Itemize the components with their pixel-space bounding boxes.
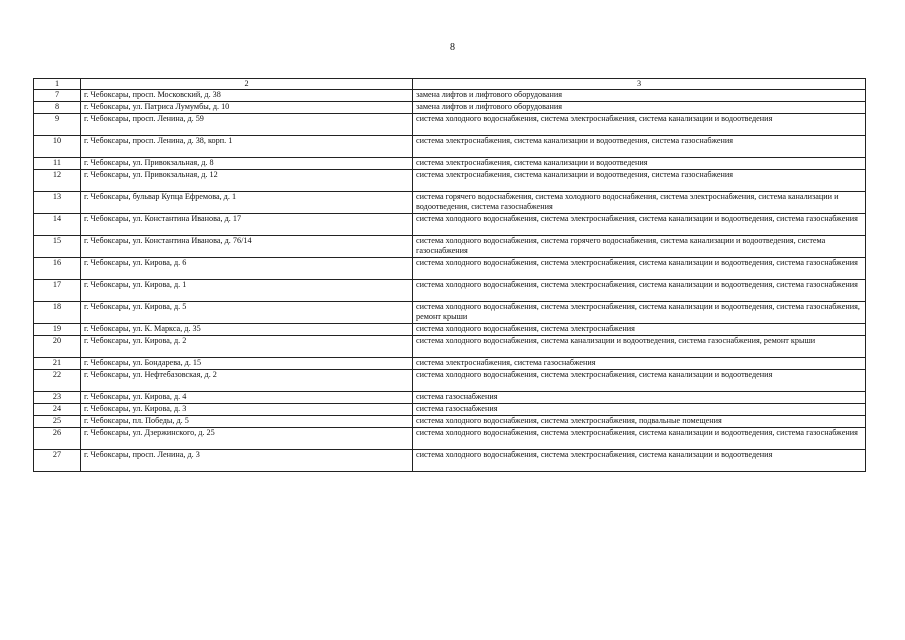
- row-systems: система газоснабжения: [413, 404, 866, 416]
- row-systems: система холодного водоснабжения, система электроснабжения, система канализации и водоотведения, система газоснабжения, ремонт крыши: [413, 302, 866, 324]
- row-address: г. Чебоксары, ул. Привокзальная, д. 8: [81, 158, 413, 170]
- row-number: 18: [34, 302, 81, 324]
- table-row: [34, 90, 866, 102]
- row-address: г. Чебоксары, ул. Константина Иванова, д. 76/14: [81, 236, 413, 258]
- table-row: [34, 158, 866, 170]
- row-number: 16: [34, 258, 81, 280]
- row-number: 9: [34, 114, 81, 136]
- row-number: 24: [34, 404, 81, 416]
- header-col-1: 1: [34, 79, 81, 90]
- table-row: [34, 102, 866, 114]
- table-row: [34, 336, 866, 358]
- table-row: [34, 416, 866, 428]
- row-number: 17: [34, 280, 81, 302]
- row-address: г. Чебоксары, ул. Дзержинского, д. 25: [81, 428, 413, 450]
- row-systems: система холодного водоснабжения, система канализации и водоотведения, система газоснабжения, ремонт крыши: [413, 336, 866, 358]
- row-systems: система холодного водоснабжения, система электроснабжения, система канализации и водоотведения: [413, 450, 866, 472]
- table-row: [34, 428, 866, 450]
- table-row: [34, 136, 866, 158]
- row-number: 12: [34, 170, 81, 192]
- row-address: г. Чебоксары, ул. Патриса Лумумбы, д. 10: [81, 102, 413, 114]
- table-row: [34, 192, 866, 214]
- row-address: г. Чебоксары, просп. Ленина, д. 3: [81, 450, 413, 472]
- row-address: г. Чебоксары, ул. Кирова, д. 1: [81, 280, 413, 302]
- row-number: 10: [34, 136, 81, 158]
- table-header-row: [34, 79, 866, 90]
- row-systems: замена лифтов и лифтового оборудования: [413, 102, 866, 114]
- table-row: [34, 324, 866, 336]
- row-number: 20: [34, 336, 81, 358]
- table-row: [34, 302, 866, 324]
- row-systems: система холодного водоснабжения, система электроснабжения, подвальные помещения: [413, 416, 866, 428]
- row-systems: система электроснабжения, система канализации и водоотведения, система газоснабжения: [413, 170, 866, 192]
- row-number: 19: [34, 324, 81, 336]
- row-address: г. Чебоксары, ул. Нефтебазовская, д. 2: [81, 370, 413, 392]
- row-address: г. Чебоксары, просп. Московский, д. 38: [81, 90, 413, 102]
- row-number: 25: [34, 416, 81, 428]
- table-row: [34, 358, 866, 370]
- works-table: [33, 78, 866, 472]
- row-address: г. Чебоксары, ул. Бондарева, д. 15: [81, 358, 413, 370]
- row-number: 27: [34, 450, 81, 472]
- row-number: 8: [34, 102, 81, 114]
- row-number: 22: [34, 370, 81, 392]
- row-address: г. Чебоксары, ул. Кирова, д. 4: [81, 392, 413, 404]
- table-row: [34, 114, 866, 136]
- row-number: 14: [34, 214, 81, 236]
- row-number: 7: [34, 90, 81, 102]
- row-number: 15: [34, 236, 81, 258]
- row-systems: система холодного водоснабжения, система электроснабжения, система канализации и водоотведения, система газоснабжения: [413, 280, 866, 302]
- table-row: [34, 450, 866, 472]
- row-address: г. Чебоксары, ул. Кирова, д. 2: [81, 336, 413, 358]
- table-row: [34, 370, 866, 392]
- table-row: [34, 258, 866, 280]
- header-col-3: 3: [413, 79, 866, 90]
- header-col-2: 2: [81, 79, 413, 90]
- row-systems: система холодного водоснабжения, система электроснабжения, система канализации и водоотведения: [413, 370, 866, 392]
- row-systems: система электроснабжения, система газоснабжения: [413, 358, 866, 370]
- row-address: г. Чебоксары, ул. Константина Иванова, д. 17: [81, 214, 413, 236]
- row-address: г. Чебоксары, ул. Кирова, д. 6: [81, 258, 413, 280]
- row-address: г. Чебоксары, пл. Победы, д. 5: [81, 416, 413, 428]
- table-row: [34, 170, 866, 192]
- row-address: г. Чебоксары, бульвар Купца Ефремова, д. 1: [81, 192, 413, 214]
- table-row: [34, 404, 866, 416]
- row-systems: система холодного водоснабжения, система электроснабжения, система канализации и водоотведения, система газоснабжения: [413, 214, 866, 236]
- row-systems: система электроснабжения, система канализации и водоотведения: [413, 158, 866, 170]
- row-systems: система холодного водоснабжения, система электроснабжения, система канализации и водоотведения, система газоснабжения: [413, 428, 866, 450]
- table-row: [34, 280, 866, 302]
- row-address: г. Чебоксары, просп. Ленина, д. 38, корп. 1: [81, 136, 413, 158]
- row-number: 13: [34, 192, 81, 214]
- row-systems: система холодного водоснабжения, система горячего водоснабжения, система канализации и водоотведения, система газоснабжения: [413, 236, 866, 258]
- row-number: 26: [34, 428, 81, 450]
- row-number: 23: [34, 392, 81, 404]
- row-systems: система холодного водоснабжения, система электроснабжения, система канализации и водоотведения, система газоснабжения: [413, 258, 866, 280]
- row-number: 11: [34, 158, 81, 170]
- row-address: г. Чебоксары, ул. Кирова, д. 3: [81, 404, 413, 416]
- row-systems: система холодного водоснабжения, система электроснабжения: [413, 324, 866, 336]
- row-address: г. Чебоксары, ул. Привокзальная, д. 12: [81, 170, 413, 192]
- row-address: г. Чебоксары, просп. Ленина, д. 59: [81, 114, 413, 136]
- row-address: г. Чебоксары, ул. К. Маркса, д. 35: [81, 324, 413, 336]
- row-systems: система холодного водоснабжения, система электроснабжения, система канализации и водоотведения: [413, 114, 866, 136]
- page-number: 8: [450, 42, 455, 53]
- row-systems: система газоснабжения: [413, 392, 866, 404]
- row-number: 21: [34, 358, 81, 370]
- row-address: г. Чебоксары, ул. Кирова, д. 5: [81, 302, 413, 324]
- table-row: [34, 392, 866, 404]
- table-row: [34, 236, 866, 258]
- table-row: [34, 214, 866, 236]
- row-systems: система горячего водоснабжения, система холодного водоснабжения, система электроснабжения, система канализации и водоотведения, система газоснабжения: [413, 192, 866, 214]
- row-systems: замена лифтов и лифтового оборудования: [413, 90, 866, 102]
- row-systems: система электроснабжения, система канализации и водоотведения, система газоснабжения: [413, 136, 866, 158]
